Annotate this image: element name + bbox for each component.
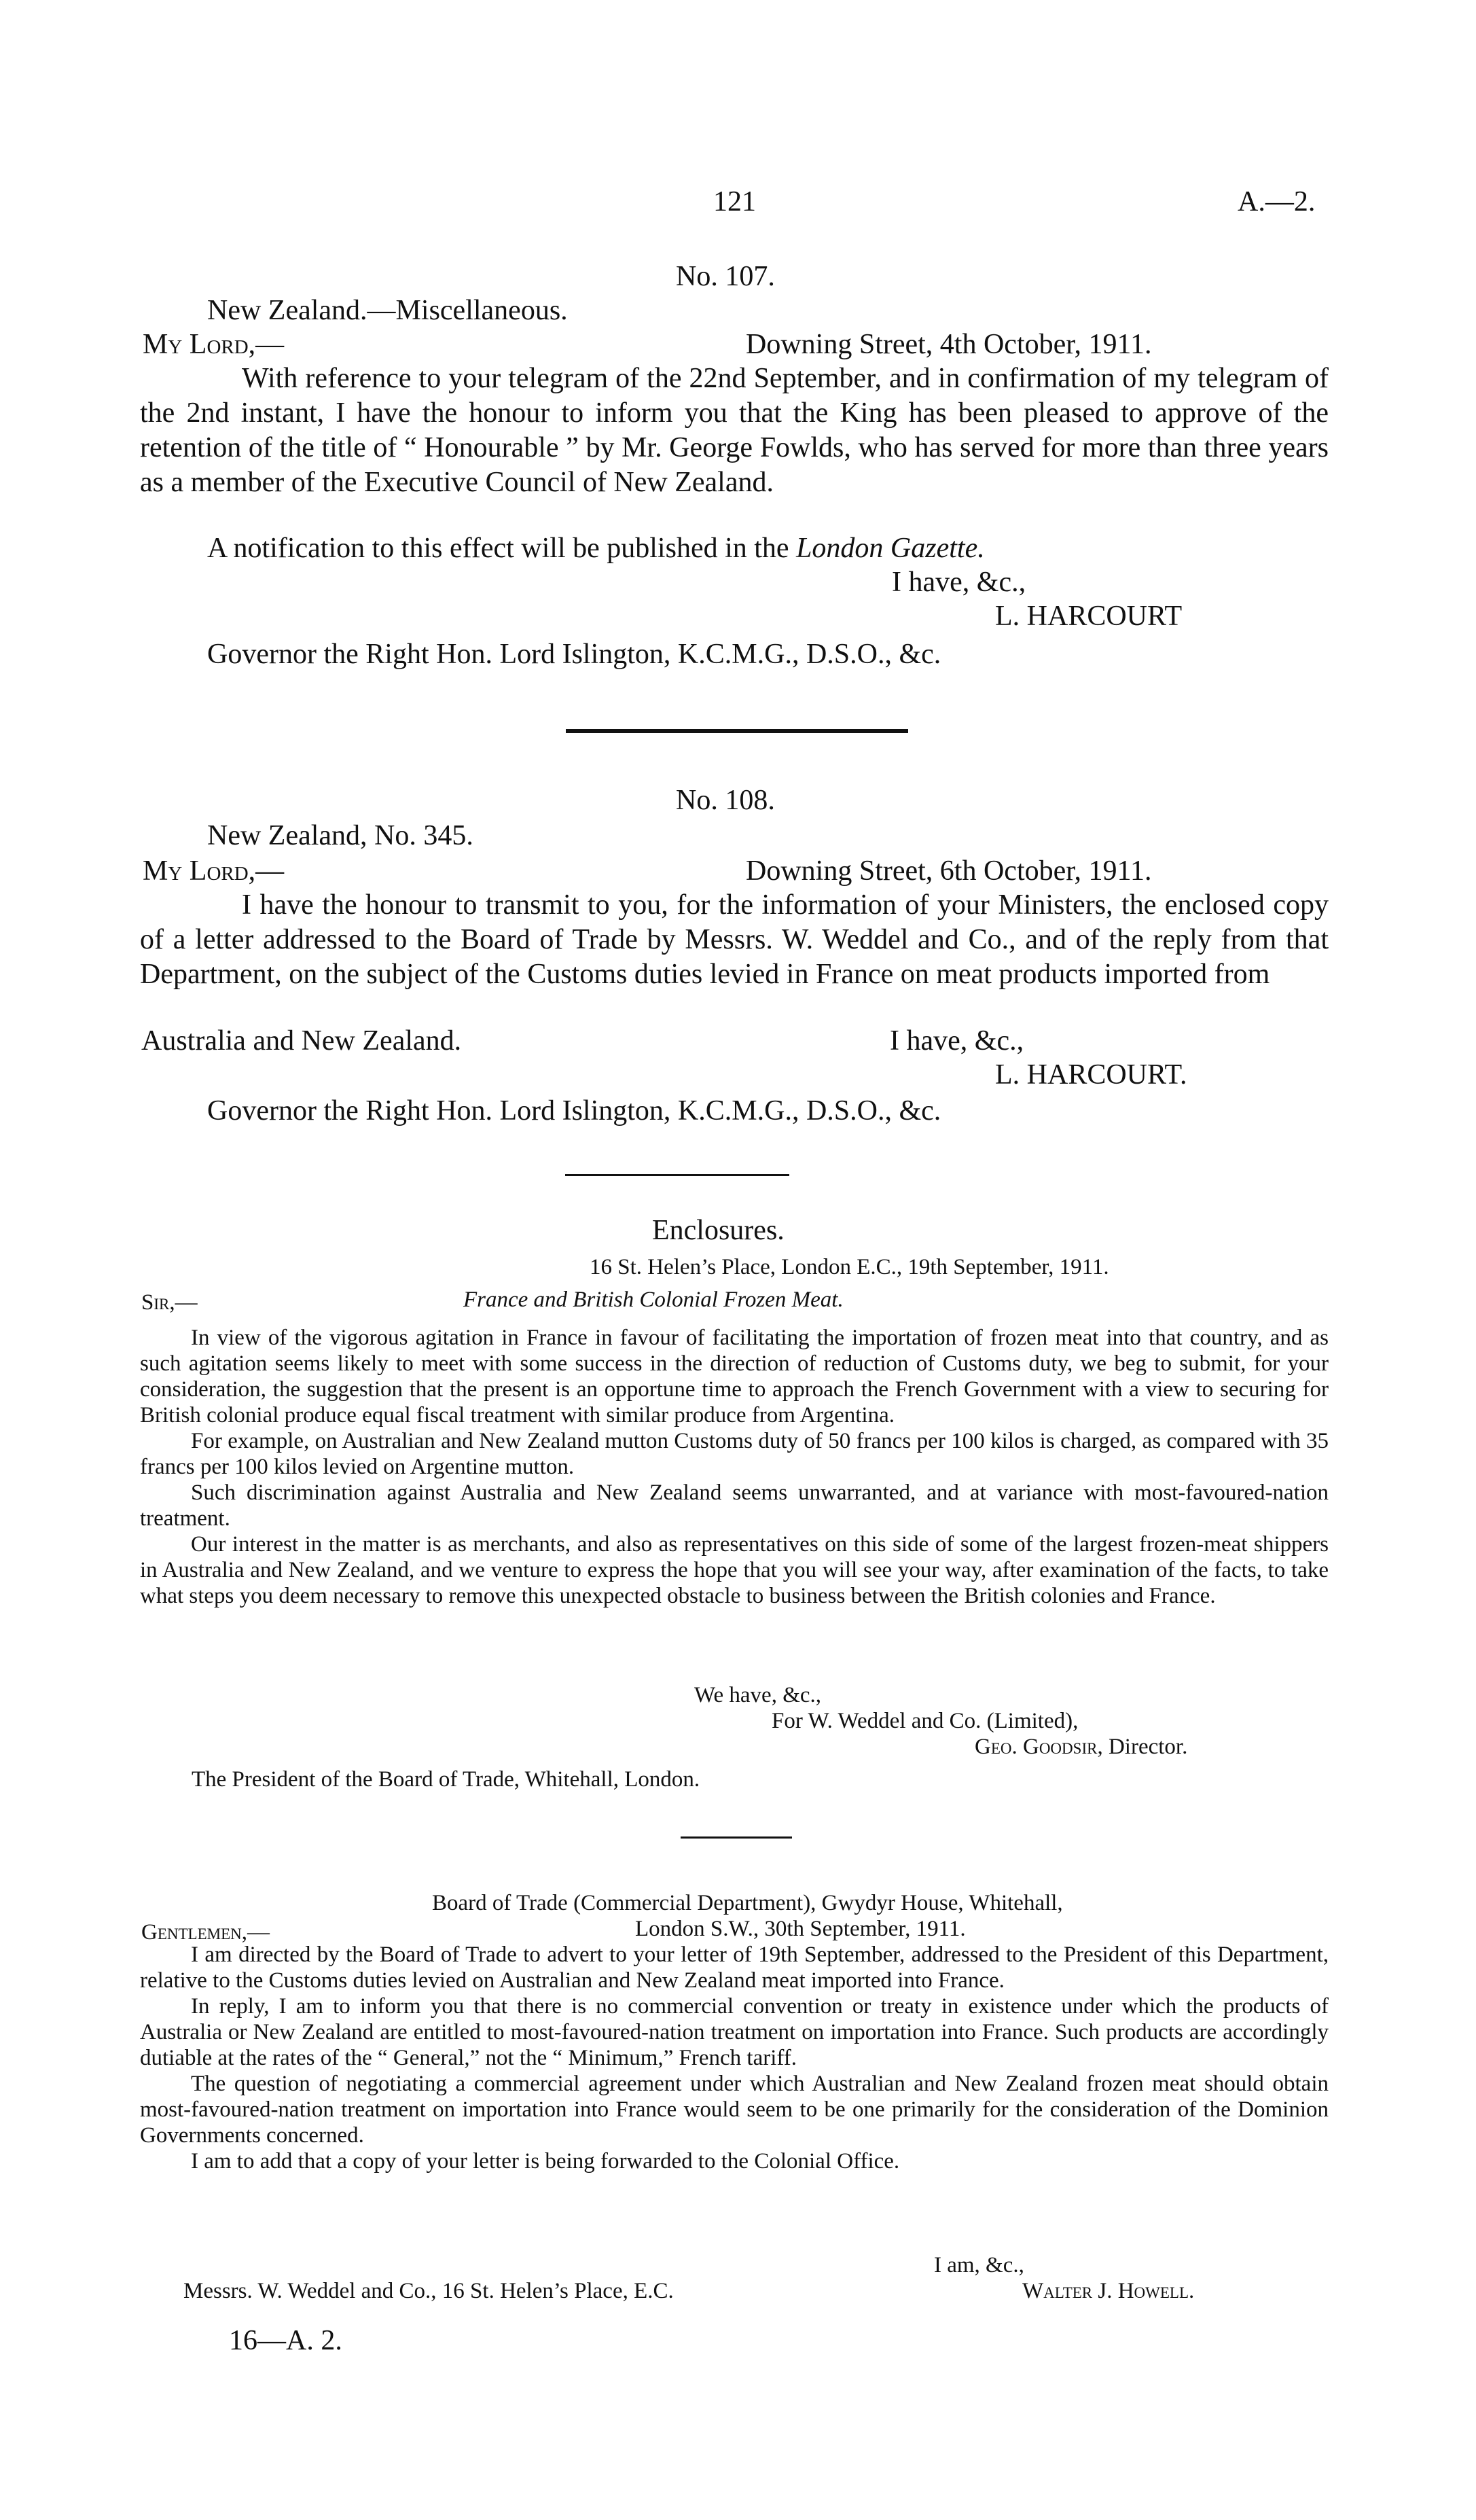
enclosure-2-address-line-2: London S.W., 30th September, 1911. <box>635 1917 966 1941</box>
enclosure-2-body <box>140 1942 1329 2174</box>
enclosure-2-address-line-1: Board of Trade (Commercial Department), Gwydyr House, Whitehall, <box>432 1891 1063 1915</box>
enclosure-1-paragraph-4: Our interest in the matter is as merchants, and also as representatives on this side of some of the largest frozen-meat shippers in Australia and New Zealand, and we venture to express the hope that you will see your way, after examination of the facts, to take what steps you deem necessary to remove this unexpected obstacle to business between the British colonies and France. <box>140 1532 1329 1608</box>
letter-108-place-date: Downing Street, 6th October, 1911. <box>746 855 1152 887</box>
enclosure-2-closing: I am, &c., <box>934 2253 1024 2277</box>
letter-108-closing: I have, &c., <box>890 1025 1024 1057</box>
london-gazette-title: London Gazette. <box>796 533 985 564</box>
enclosure-1-paragraph-1: In view of the vigorous agitation in France in favour of facilitating the importation of frozen meat into that country, and as such agitation seems likely to meet with some success in the direction of reduction of Customs duty, we beg to submit, for your consideration, the suggestion that the present is an opportune time to approach the French Government with a view to securing for British colonial produce equal fiscal treatment with similar produce from Argentina. <box>140 1326 1329 1427</box>
letter-108-number: No. 108. <box>676 785 775 816</box>
letter-107-body <box>140 361 1329 500</box>
enclosure-1-salutation: Sir,— <box>141 1290 198 1315</box>
section-divider-thick <box>566 729 908 733</box>
enclosures-heading: Enclosures. <box>652 1215 785 1246</box>
document-code: A.—2. <box>1238 186 1316 217</box>
letter-107-closing: I have, &c., <box>892 567 1026 598</box>
letter-107-salutation: My Lord,— <box>143 329 285 360</box>
letter-107-paragraph-1: With reference to your telegram of the 22nd September, and in confirmation of my telegram of the 2nd instant, I have the honour to inform you that the King has been pleased to approve of the retention of the title of “ Honourable ” by Mr. George Fowlds, who has served for more than three years as a member of the Executive Council of New Zealand. <box>140 363 1329 498</box>
letter-107-notification <box>207 531 985 566</box>
letter-108-body-last-line: Australia and New Zealand. <box>141 1025 462 1057</box>
enclosure-2-paragraph-2: In reply, I am to inform you that there is no commercial convention or treaty in existence under which the products of Australia or New Zealand are entitled to most-favoured-nation treatment on importation into France. Such products are accordingly dutiable at the rates of the “ General,” not the “ Minimum,” French tariff. <box>140 1994 1329 2070</box>
enclosure-2-addressee: Messrs. W. Weddel and Co., 16 St. Helen’s Place, E.C. <box>183 2279 674 2303</box>
enclosure-1-body <box>140 1325 1329 1609</box>
page-number: 121 <box>713 186 756 217</box>
letter-107-addressee: Governor the Right Hon. Lord Islington, K.C.M.G., D.S.O., &c. <box>207 639 941 670</box>
enclosure-1-paragraph-3: Such discrimination against Australia and New Zealand seems unwarranted, and at variance with most-favoured-nation treatment. <box>140 1480 1329 1531</box>
letter-107-signature: L. HARCOURT <box>995 601 1183 632</box>
enclosure-2-signature: Walter J. Howell. <box>1022 2279 1195 2303</box>
letter-108-salutation: My Lord,— <box>143 855 285 887</box>
section-divider <box>565 1174 789 1176</box>
enclosure-1-signer-name: Geo. Goodsir, <box>975 1735 1103 1759</box>
enclosure-2-paragraph-4: I am to add that a copy of your letter is being forwarded to the Colonial Office. <box>191 2149 900 2173</box>
letter-108-paragraph-1: I have the honour to transmit to you, for the information of your Ministers, the enclosed copy of a letter addressed to the Board of Trade by Messrs. W. Weddel and Co., and of the reply from that Department, on the subject of the Customs duties levied in France on meat products imported from <box>140 889 1329 990</box>
letter-108-signature: L. HARCOURT. <box>995 1059 1187 1090</box>
letter-108-subject: New Zealand, No. 345. <box>207 820 473 851</box>
enclosure-2-paragraph-3: The question of negotiating a commercial agreement under which Australian and New Zealand frozen meat should obtain most-favoured-nation treatment on importation into France would seem to be one primarily for the consideration of the Dominion Governments concerned. <box>140 2072 1329 2148</box>
enclosure-1-paragraph-2: For example, on Australian and New Zealand mutton Customs duty of 50 francs per 100 kilos is charged, as compared with 35 francs per 100 kilos levied on Argentine mutton. <box>140 1429 1329 1479</box>
enclosure-1-closing: We have, &c., <box>694 1683 822 1707</box>
enclosure-1-addressee: The President of the Board of Trade, Whitehall, London. <box>192 1767 700 1792</box>
letter-108-body <box>140 888 1329 992</box>
letter-107-subject: New Zealand.—Miscellaneous. <box>207 295 568 326</box>
sheet-mark: 16—A. 2. <box>229 2325 342 2356</box>
enclosure-1-signer-title: Director. <box>1102 1735 1188 1759</box>
enclosure-1-signer <box>975 1734 1187 1760</box>
enclosure-1-firm: For W. Weddel and Co. (Limited), <box>772 1709 1079 1733</box>
enclosure-2-paragraph-1: I am directed by the Board of Trade to advert to your letter of 19th September, addressed to the President of this Department, relative to the Customs duties levied on Australian and New Zealand meat imported into France. <box>140 1942 1329 1993</box>
letter-107-place-date: Downing Street, 4th October, 1911. <box>746 329 1152 360</box>
enclosure-1-subject: France and British Colonial Frozen Meat. <box>463 1288 844 1312</box>
letter-107-number: No. 107. <box>676 261 775 292</box>
enclosure-1-address-date: 16 St. Helen’s Place, London E.C., 19th September, 1911. <box>590 1255 1109 1279</box>
letter-108-addressee: Governor the Right Hon. Lord Islington, K.C.M.G., D.S.O., &c. <box>207 1095 941 1126</box>
enclosure-divider <box>681 1836 792 1839</box>
letter-107-notification-text: A notification to this effect will be published in the <box>207 533 797 564</box>
enclosure-2-salutation: Gentlemen,— <box>141 1920 270 1945</box>
